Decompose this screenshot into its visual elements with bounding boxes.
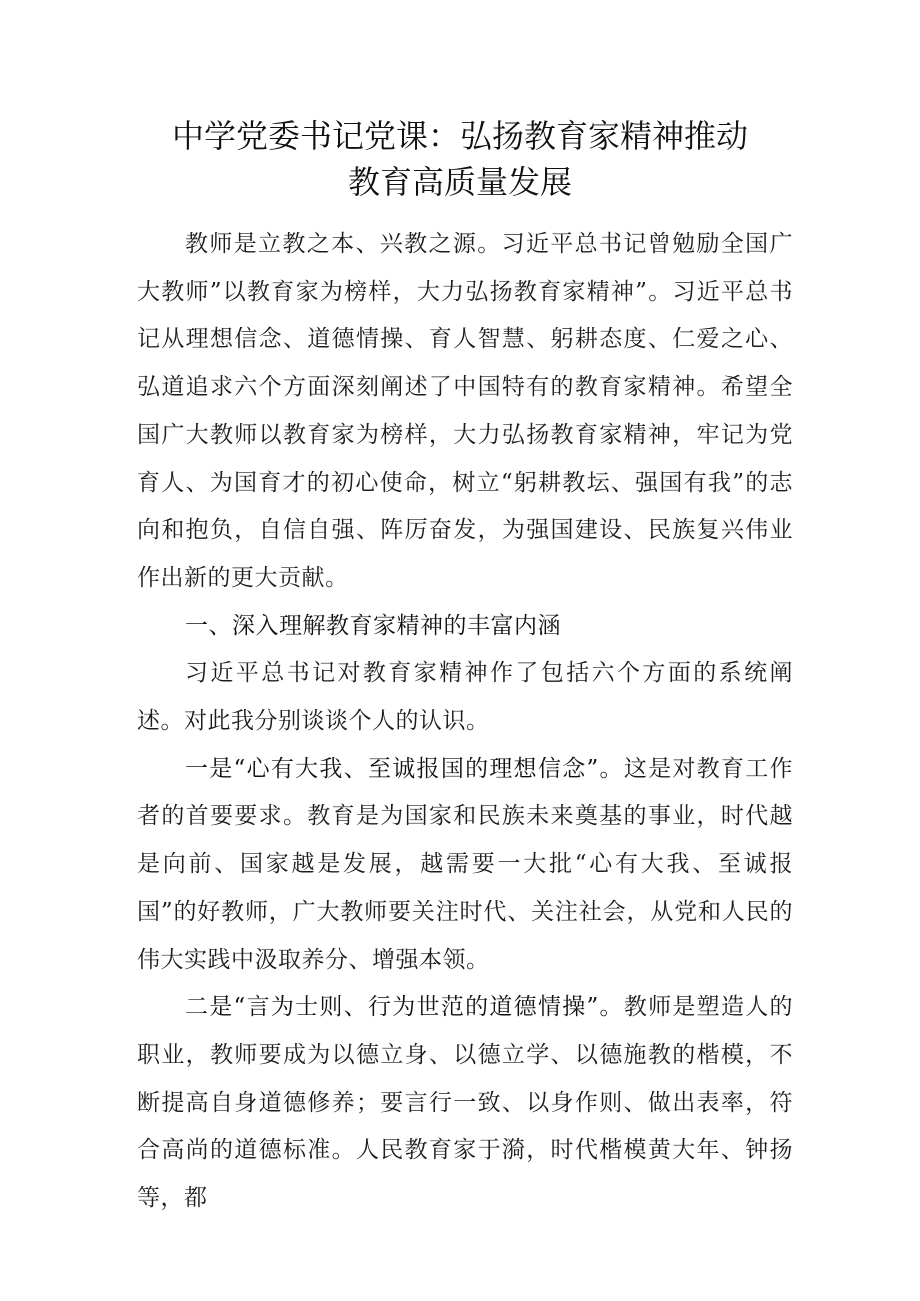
point-2-paragraph [137, 984, 793, 1223]
point-1-paragraph [137, 746, 793, 985]
point-1-text: 这是对教育工作者的首要要求。教育是为国家和民族未来奠基的事业，时代越是向前、国家越是发展，越需要一大批“心有大我、至诚报国”的好教师，广大教师要关注时代、关注社会，从党和人民的伟大实践中汲取养分、增强本领。 [137, 755, 794, 973]
document-body [137, 221, 793, 1223]
section-heading-1: 一、深入理解教育家精神的丰富内涵 [185, 612, 561, 639]
point-2-lead: 二是“言为士则、行为世范的道德情操”。 [185, 994, 624, 1021]
point-2-text: 教师是塑造人的职业，教师要成为以德立身、以德立学、以德施教的楷模，不断提高自身道德修养；要言行一致、以身作则、做出表率，符合高尚的道德标准。人民教育家于漪，时代楷模黄大年、钟扬等，都 [137, 994, 794, 1212]
section1-paragraph: 习近平总书记对教育家精神作了包括六个方面的系统阐述。对此我分别谈谈个人的认识。 [137, 660, 793, 735]
document-title-line-2: 教育高质量发展 [347, 163, 572, 201]
document-title-line-1: 中学党委书记党课：弘扬教育家精神推动 [171, 117, 748, 155]
point-1-lead: 一是“心有大我、至诚报国的理想信念”。 [185, 755, 624, 782]
intro-paragraph: 教师是立教之本、兴教之源。习近平总书记曾勉励全国广大教师”以教育家为榜样，大力弘扬教育家精神”。习近平总书记从理想信念、道德情操、育人智慧、躬耕态度、仁爱之心、弘道追求六个方面深刻阐述了中国特有的教育家精神。希望全国广大教师以教育家为榜样，大力弘扬教育家精神，牢记为党育人、为国育才的初心使命，树立“躬耕教坛、强国有我”的志向和抱负，自信自强、阵厉奋发，为强国建设、民族复兴伟业作出新的更大贡献。 [137, 231, 793, 591]
